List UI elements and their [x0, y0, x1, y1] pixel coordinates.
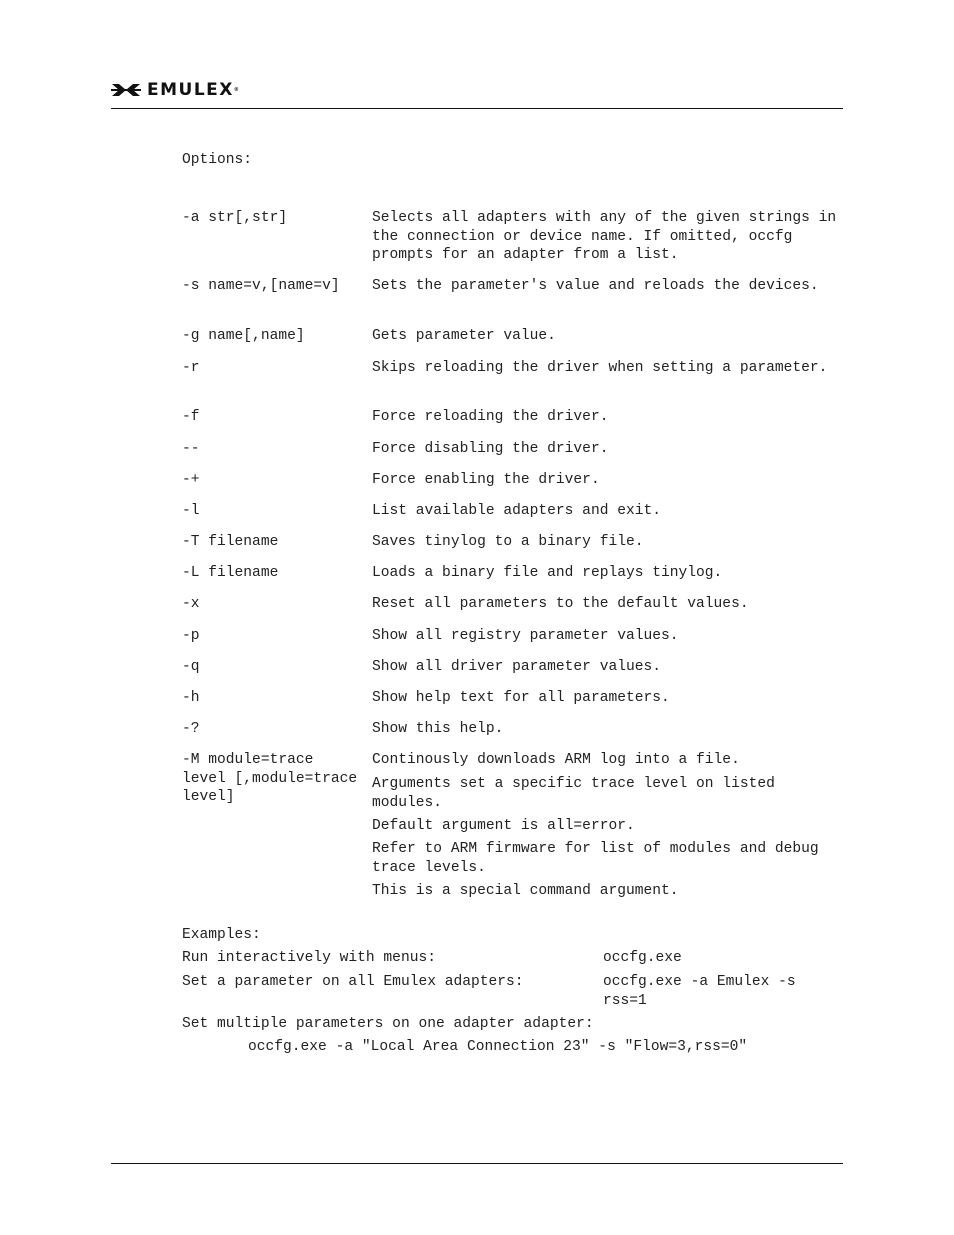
page-header	[111, 78, 843, 109]
option-description: Show this help.	[372, 721, 504, 737]
option-flag: -a str[,str]	[182, 210, 288, 226]
option-description: Default argument is all=error.	[372, 818, 635, 834]
emulex-logo-text: EMULEX®	[147, 80, 239, 100]
option-flag: -f	[182, 409, 200, 425]
option-flag: -g name[,name]	[182, 328, 305, 344]
option-flag: -r	[182, 360, 200, 376]
options-heading: Options:	[182, 152, 253, 168]
option-description: Skips reloading the driver when setting a parameter.	[372, 360, 828, 376]
option-description: Force disabling the driver.	[372, 441, 609, 457]
option-flag: --	[182, 441, 200, 457]
option-description: Reset all parameters to the default values.	[372, 596, 749, 612]
option-description: Arguments set a specific trace level on listed modules.	[372, 776, 775, 811]
option-flag: -M module=trace level [,module=trace level]	[182, 752, 358, 805]
option-flag: -s name=v,[name=v]	[182, 278, 340, 294]
example-command: occfg.exe -a "Local Area Connection 23" -s "Flow=3,rss=0"	[248, 1039, 748, 1055]
example-label: Set a parameter on all Emulex adapters:	[182, 974, 524, 990]
option-flag: -q	[182, 659, 200, 675]
option-description: Saves tinylog to a binary file.	[372, 534, 644, 550]
option-description: Show all driver parameter values.	[372, 659, 662, 675]
option-flag: -p	[182, 628, 200, 644]
option-description: Refer to ARM firmware for list of modules and debug trace levels.	[372, 841, 819, 876]
option-description: List available adapters and exit.	[372, 503, 662, 519]
example-command: occfg.exe	[603, 950, 682, 966]
option-description: Show help text for all parameters.	[372, 690, 670, 706]
emulex-symbol-icon	[111, 82, 141, 98]
footer-divider	[111, 1163, 843, 1164]
option-description: Continously downloads ARM log into a file.	[372, 752, 740, 768]
option-flag: -T filename	[182, 534, 279, 550]
examples-heading: Examples:	[182, 927, 261, 943]
option-flag: -?	[182, 721, 200, 737]
option-description: Force enabling the driver.	[372, 472, 600, 488]
option-description: This is a special command argument.	[372, 883, 679, 899]
example-command: occfg.exe -a Emulex -s rss=1	[603, 974, 796, 1009]
option-description: Selects all adapters with any of the given strings in the connection or device name. If omitted, occfg prompts for an adapter from a list.	[372, 210, 837, 263]
example-label: Run interactively with menus:	[182, 950, 436, 966]
option-description: Show all registry parameter values.	[372, 628, 679, 644]
option-flag: -+	[182, 472, 200, 488]
option-description: Gets parameter value.	[372, 328, 556, 344]
option-flag: -x	[182, 596, 200, 612]
option-description: Loads a binary file and replays tinylog.	[372, 565, 723, 581]
option-flag: -l	[182, 503, 200, 519]
emulex-logo	[111, 80, 239, 100]
option-description: Sets the parameter's value and reloads the devices.	[372, 278, 819, 294]
option-flag: -L filename	[182, 565, 279, 581]
example-label: Set multiple parameters on one adapter adapter:	[182, 1016, 594, 1032]
option-flag: -h	[182, 690, 200, 706]
option-description: Force reloading the driver.	[372, 409, 609, 425]
